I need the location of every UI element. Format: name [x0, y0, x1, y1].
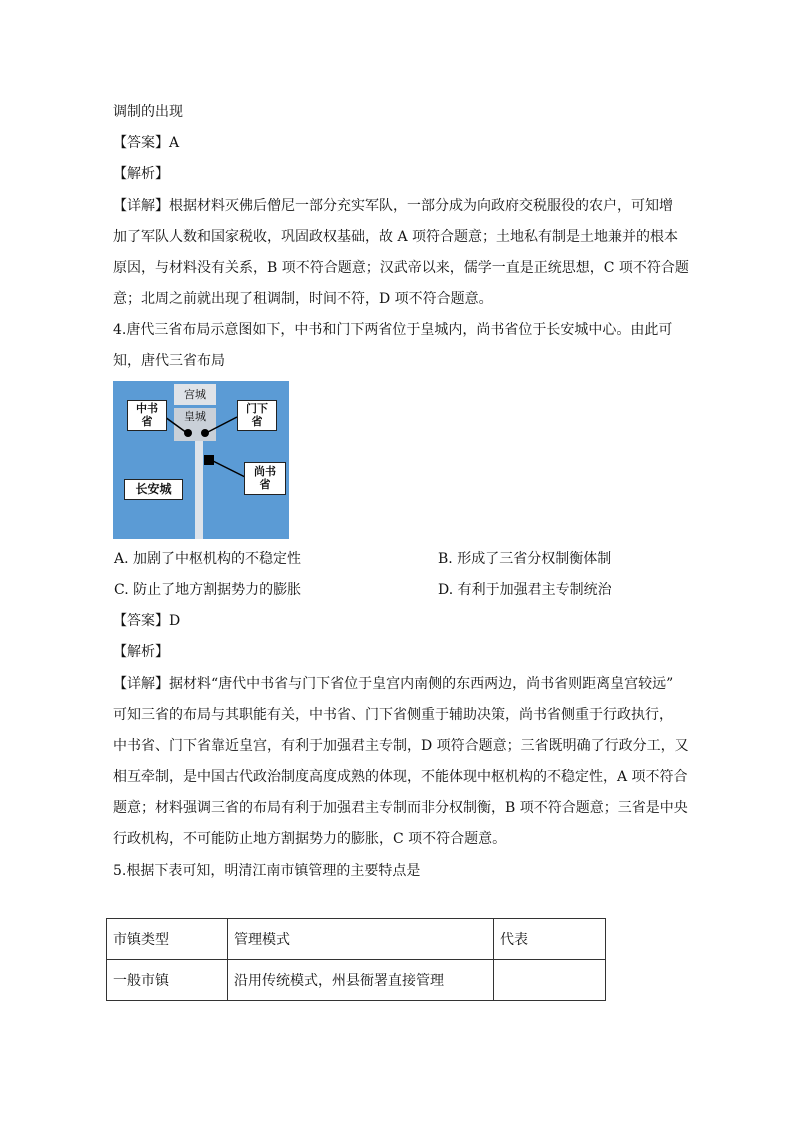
table-cell	[494, 960, 606, 1001]
changan-label: 长安城	[124, 479, 183, 500]
q3-detail-line: 加了军队人数和国家税收，巩固政权基础，故 A 项符合题意；土地私有制是土地兼并的根本	[113, 229, 679, 245]
q4-stem-line: 知，唐代三省布局	[113, 353, 225, 369]
q4-option-a: A. 加剧了中枢机构的不稳定性	[114, 551, 302, 567]
q4-option-d: D. 有利于加强君主专制统治	[438, 582, 612, 598]
menxia-label: 门下 省	[237, 400, 277, 431]
shangshu-label: 尚书 省	[244, 462, 286, 495]
q3-answer: 【答案】A	[113, 135, 180, 151]
table-header-row	[107, 919, 606, 960]
q3-stem-tail: 调制的出现	[113, 104, 183, 120]
table-cell: 沿用传统模式，州县衙署直接管理	[228, 960, 494, 1001]
q4-detail-line: 可知三省的布局与其职能有关，中书省、门下省侧重于辅助决策，尚书省侧重于行政执行，	[113, 707, 673, 723]
q4-detail-line: 【详解】据材料“唐代中书省与门下省位于皇宫内南侧的东西两边，尚书省则距离皇宫较远”	[113, 676, 674, 692]
q5-stem: 5.根据下表可知，明清江南市镇管理的主要特点是	[113, 863, 421, 879]
q3-detail-line: 原因，与材料没有关系，B 项不符合题意；汉武帝以来，儒学一直是正统思想，C 项不符合题	[113, 260, 689, 276]
table-cell: 一般市镇	[107, 960, 228, 1001]
three-departments-map	[113, 381, 289, 539]
imperial-city-label: 皇城	[174, 408, 216, 441]
q4-analysis-heading: 【解析】	[113, 644, 169, 660]
table-header-cell: 代表	[494, 919, 606, 960]
zhongshu-label: 中书 省	[127, 400, 167, 431]
table-header-cell: 管理模式	[228, 919, 494, 960]
q3-detail-line: 【详解】根据材料灭佛后僧尼一部分充实军队，一部分成为向政府交税服役的农户，可知增	[113, 198, 673, 214]
q4-option-b: B. 形成了三省分权制衡体制	[438, 551, 612, 567]
table-header-cell: 市镇类型	[107, 919, 228, 960]
q3-detail-line: 意；北周之前就出现了租调制，时间不符，D 项不符合题意。	[113, 291, 493, 307]
q4-stem-line: 4.唐代三省布局示意图如下，中书和门下两省位于皇城内，尚书省位于长安城中心。由此可	[113, 322, 673, 338]
q4-detail-line: 行政机构，不可能防止地方割据势力的膨胀，C 项不符合题意。	[113, 831, 507, 847]
q4-answer: 【答案】D	[113, 613, 181, 629]
q4-detail-line: 题意；材料强调三省的布局有利于加强君主专制而非分权制衡，B 项不符合题意；三省是中央	[113, 800, 688, 816]
q4-detail-line: 相互牵制，是中国古代政治制度高度成熟的体现，不能体现中枢机构的不稳定性，A 项不符合	[113, 769, 688, 785]
table-row	[107, 960, 606, 1001]
town-management-table	[106, 918, 606, 1001]
q3-analysis-heading: 【解析】	[113, 166, 169, 182]
q4-option-c: C. 防止了地方割据势力的膨胀	[114, 582, 302, 598]
q4-detail-line: 中书省、门下省靠近皇宫，有利于加强君主专制，D 项符合题意；三省既明确了行政分工，又	[113, 738, 689, 754]
palace-city-label: 宫城	[174, 384, 216, 405]
